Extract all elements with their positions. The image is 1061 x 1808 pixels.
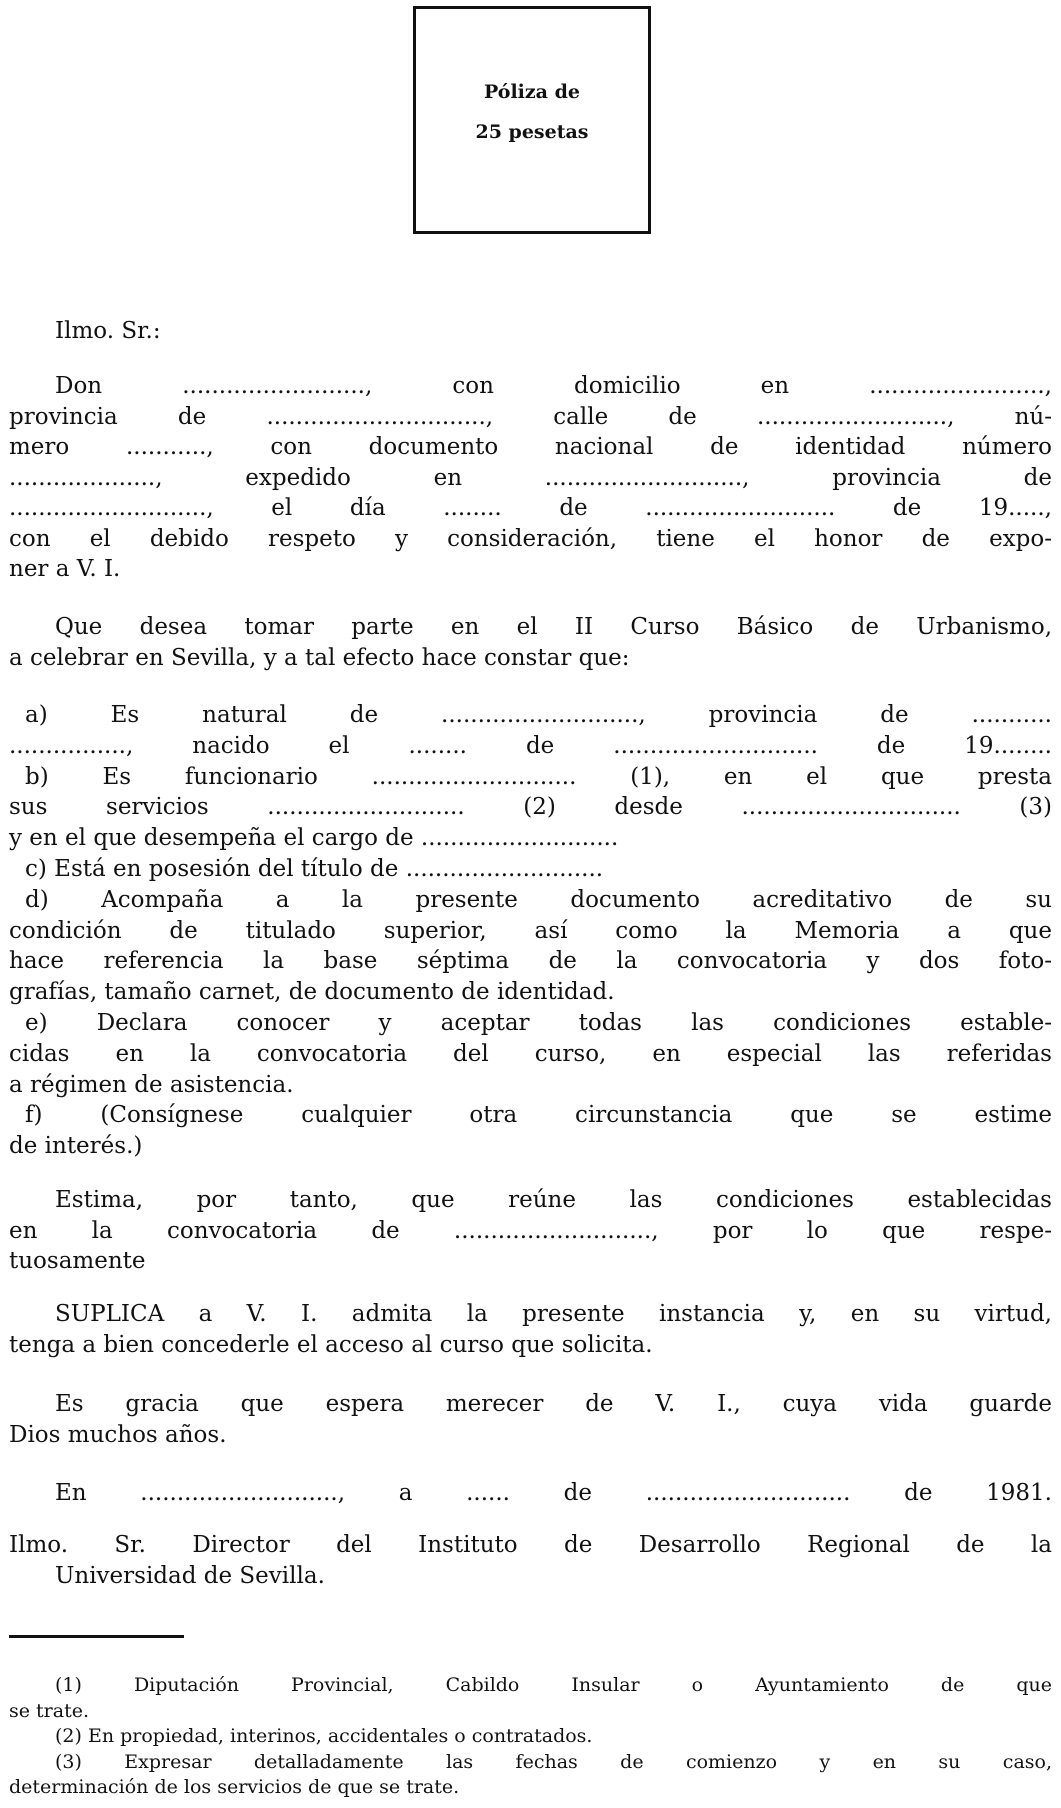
footnote-separator — [9, 1635, 184, 1638]
text-line: ..........................., el día ........ de .......................... de 19....., — [9, 495, 1052, 521]
text-line: mero ..........., con documento nacional de identidad número — [9, 434, 1052, 460]
text-line: Que desea tomar parte en el II Curso Básico de Urbanismo, — [55, 614, 1052, 640]
footnotes — [9, 1673, 1052, 1801]
text-line: En ..........................., a ...... de ............................ de 1981. — [55, 1480, 1052, 1506]
addressee — [9, 1530, 1052, 1591]
text-line: tuosamente — [9, 1248, 146, 1274]
text-line: (3) Expresar detalladamente las fechas de comienzo y en su caso, — [55, 1750, 1052, 1773]
text-line: Ilmo. Sr.: — [55, 318, 161, 344]
text-line: Universidad de Sevilla. — [55, 1562, 325, 1589]
text-line: grafías, tamaño carnet, de documento de identidad. — [9, 979, 615, 1006]
text-line: cidas en la convocatoria del curso, en especial las referidas — [9, 1040, 1052, 1067]
estima-paragraph — [9, 1185, 1052, 1277]
text-line: determinación de los servicios de que se trate. — [9, 1776, 460, 1798]
text-line: y en el que desempeña el cargo de ........................... — [9, 825, 619, 852]
request-paragraph — [9, 612, 1052, 673]
text-line: Es gracia que espera merecer de V. I., cuya vida guarde — [55, 1391, 1052, 1417]
text-line: b) Es funcionario ............................ (1), en el que presta — [25, 763, 1052, 790]
text-line: (2) En propiedad, interinos, accidentales o contratados. — [55, 1725, 593, 1747]
fiscal-stamp-box — [413, 6, 651, 234]
text-line: hace referencia la base séptima de la convocatoria y dos foto- — [9, 948, 1052, 975]
text-line: a celebrar en Sevilla, y a tal efecto hace constar que: — [9, 644, 630, 671]
intro-paragraph — [9, 371, 1052, 585]
text-line: Estima, por tanto, que reúne las condiciones establecidas — [55, 1187, 1052, 1213]
text-line: condición de titulado superior, así como la Memoria a que — [9, 917, 1052, 944]
conditions-list — [9, 700, 1052, 1162]
text-line: SUPLICA a V. I. admita la presente instancia y, en su virtud, — [55, 1301, 1052, 1327]
text-line: tenga a bien concederle el acceso al curso que solicita. — [9, 1331, 653, 1358]
text-line: d) Acompaña a la presente documento acreditativo de su — [25, 886, 1052, 913]
text-line: c) Está en posesión del título de ........................... — [25, 855, 604, 882]
place-date-line — [9, 1478, 1052, 1509]
text-line: se trate. — [9, 1699, 89, 1722]
text-line: con el debido respeto y consideración, tiene el honor de expo- — [9, 525, 1052, 552]
text-line: provincia de .............................., calle de .........................., nú- — [9, 403, 1052, 430]
text-line: a régimen de asistencia. — [9, 1071, 294, 1098]
text-line: (1) Diputación Provincial, Cabildo Insular o Ayuntamiento de que — [55, 1674, 1052, 1696]
stamp-label-line2: 25 pesetas — [475, 121, 589, 143]
suplica-paragraph — [9, 1299, 1052, 1360]
text-line: ner a V. I. — [9, 556, 121, 582]
closing-paragraph — [9, 1389, 1052, 1450]
text-line: de interés.) — [9, 1133, 143, 1160]
text-line: f) (Consígnese cualquier otra circunstancia que se estime — [25, 1102, 1052, 1129]
text-line: ...................., expedido en ..........................., provincia de — [9, 464, 1052, 491]
text-line: a) Es natural de ..........................., provincia de ........... — [25, 702, 1052, 728]
text-line: Ilmo. Sr. Director del Instituto de Desarrollo Regional de la — [9, 1532, 1052, 1558]
text-line: en la convocatoria de ..........................., por lo que respe- — [9, 1217, 1052, 1244]
text-line: Dios muchos años. — [9, 1421, 227, 1448]
stamp-label-line1: Póliza de — [484, 81, 580, 103]
text-line: Don ........................., con domicilio en ........................, — [55, 373, 1052, 399]
text-line: ................, nacido el ........ de ............................ de 19........ — [9, 732, 1052, 759]
text-line: sus servicios ........................... (2) desde .............................. (3) — [9, 794, 1052, 821]
salutation — [9, 316, 1052, 347]
text-line: e) Declara conocer y aceptar todas las condiciones estable- — [25, 1009, 1052, 1036]
